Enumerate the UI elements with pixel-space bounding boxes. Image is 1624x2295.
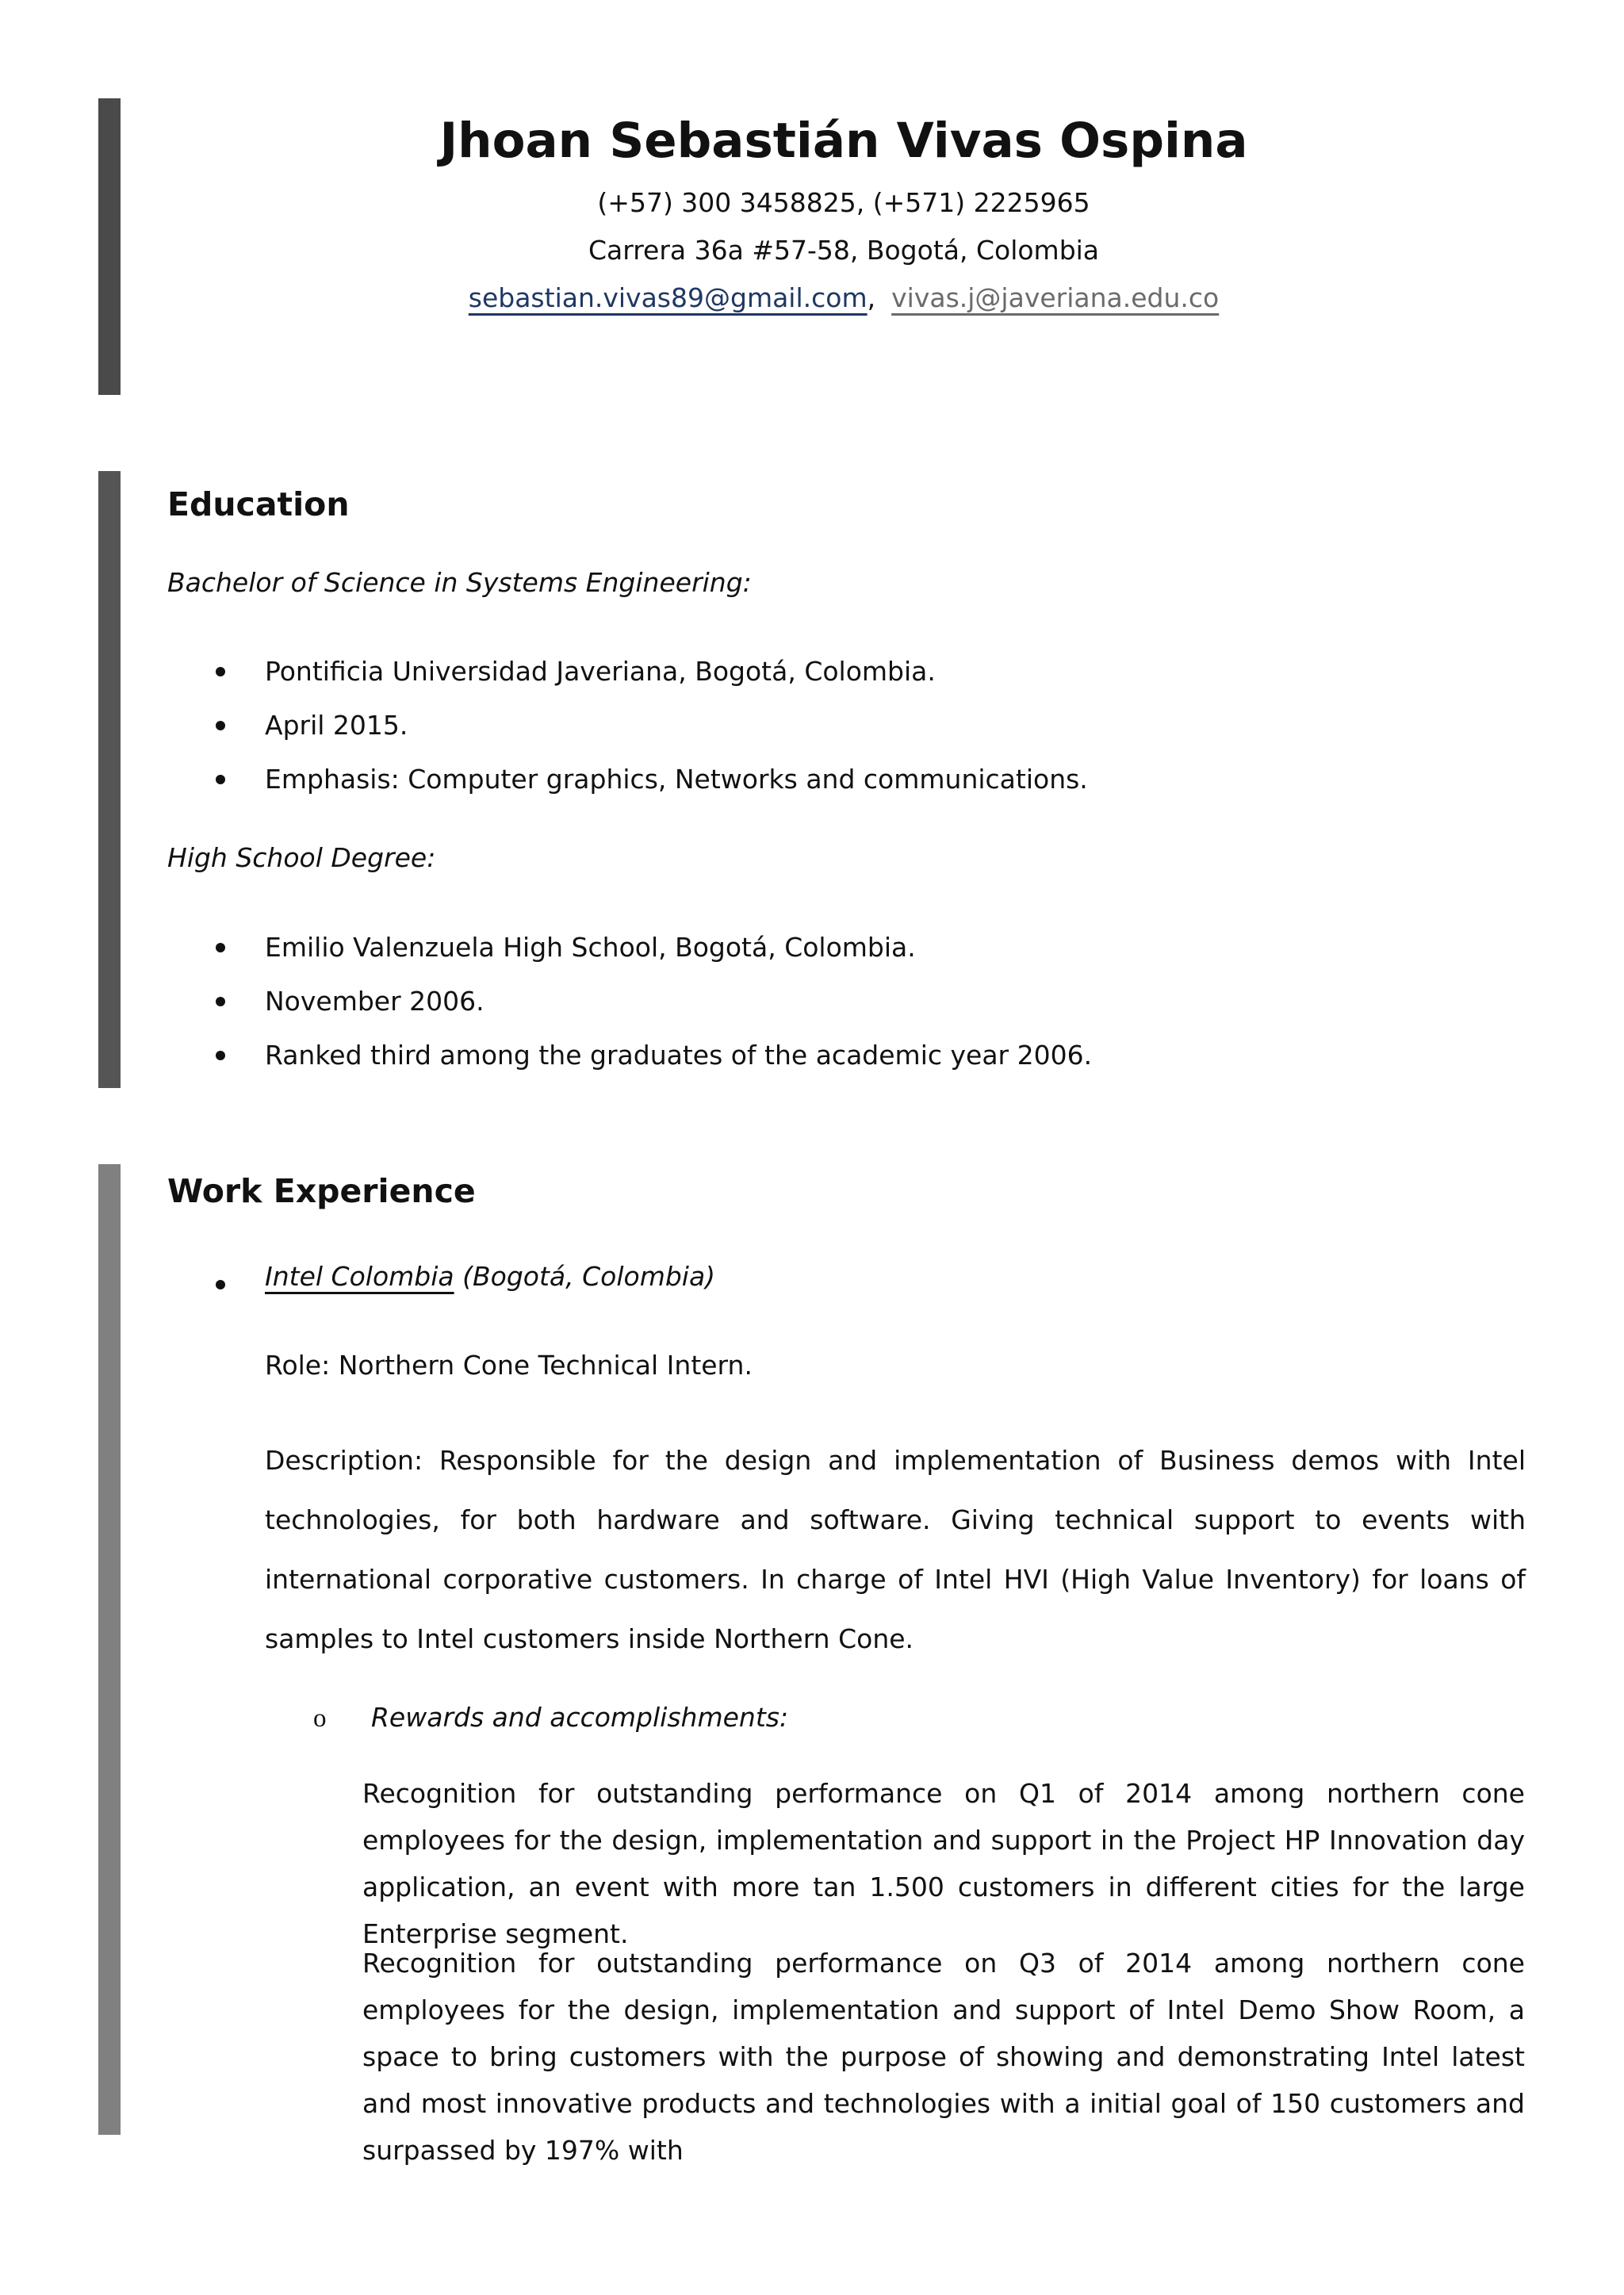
degree-heading: Bachelor of Science in Systems Engineering: (167, 567, 752, 598)
degree-heading: High School Degree: (167, 842, 436, 873)
list-item: April 2015. (216, 699, 1088, 753)
reward-paragraph: Recognition for outstanding performance on Q1 of 2014 among northern cone employees for the design, implementation and support in the Project HP Innovation day application, an event with more tan 1.500 customers in different cities for the large Enterprise segment. (362, 1778, 1525, 1949)
job-role: Role: Northern Cone Technical Intern. (265, 1350, 753, 1381)
phone-numbers: (+57) 300 3458825, (+571) 2225965 (597, 187, 1090, 218)
list-item: Ranked third among the graduates of the academic year 2006. (216, 1029, 1092, 1082)
work-accent-bar (98, 1164, 121, 2135)
job-description: Description: Responsible for the design and implementation of Business demos with Intel technologies, for both hardware and software. Giving technical support to events with international corporative customers. In charge of Intel HVI (High Value Inventory) for loans of samples to Intel customers inside Northern Cone. (265, 1445, 1526, 1654)
reward-paragraph: Recognition for outstanding performance on Q3 of 2014 among northern cone employees for the design, implementation and support of Intel Demo Show Room, a space to bring customers with the purpose of showing and demonstrating Intel latest and most innovative products and technologies with a initial goal of 150 customers and surpassed by 197% with (362, 1948, 1525, 2166)
job-entry (216, 1261, 715, 1292)
email-line (0, 274, 1624, 322)
education-title: Education (167, 485, 350, 523)
list-item: Emilio Valenzuela High School, Bogotá, Colombia. (216, 921, 1092, 975)
resume-header (0, 103, 1624, 322)
list-item: November 2006. (216, 975, 1092, 1029)
company-link[interactable]: Intel Colombia (265, 1261, 454, 1292)
work-experience-title: Work Experience (167, 1172, 476, 1210)
email-separator: , (867, 282, 876, 313)
list-item: Pontificia Universidad Javeriana, Bogotá, Colombia. (216, 645, 1088, 699)
email-secondary-link[interactable]: vivas.j@javeriana.edu.co (891, 282, 1220, 313)
list-item: Emphasis: Computer graphics, Networks and communications. (216, 753, 1088, 807)
candidate-name: Jhoan Sebastián Vivas Ospina (439, 113, 1248, 169)
degree-details (216, 645, 1088, 807)
rewards-label: Rewards and accomplishments: (371, 1702, 789, 1733)
sub-bullet-marker: o (313, 1704, 327, 1733)
job-location: (Bogotá, Colombia) (462, 1261, 716, 1292)
address: Carrera 36a #57-58, Bogotá, Colombia (588, 235, 1100, 266)
email-primary-link[interactable]: sebastian.vivas89@gmail.com (468, 282, 868, 313)
education-accent-bar (98, 471, 121, 1088)
rewards-heading (313, 1702, 788, 1734)
degree-details (216, 921, 1092, 1082)
